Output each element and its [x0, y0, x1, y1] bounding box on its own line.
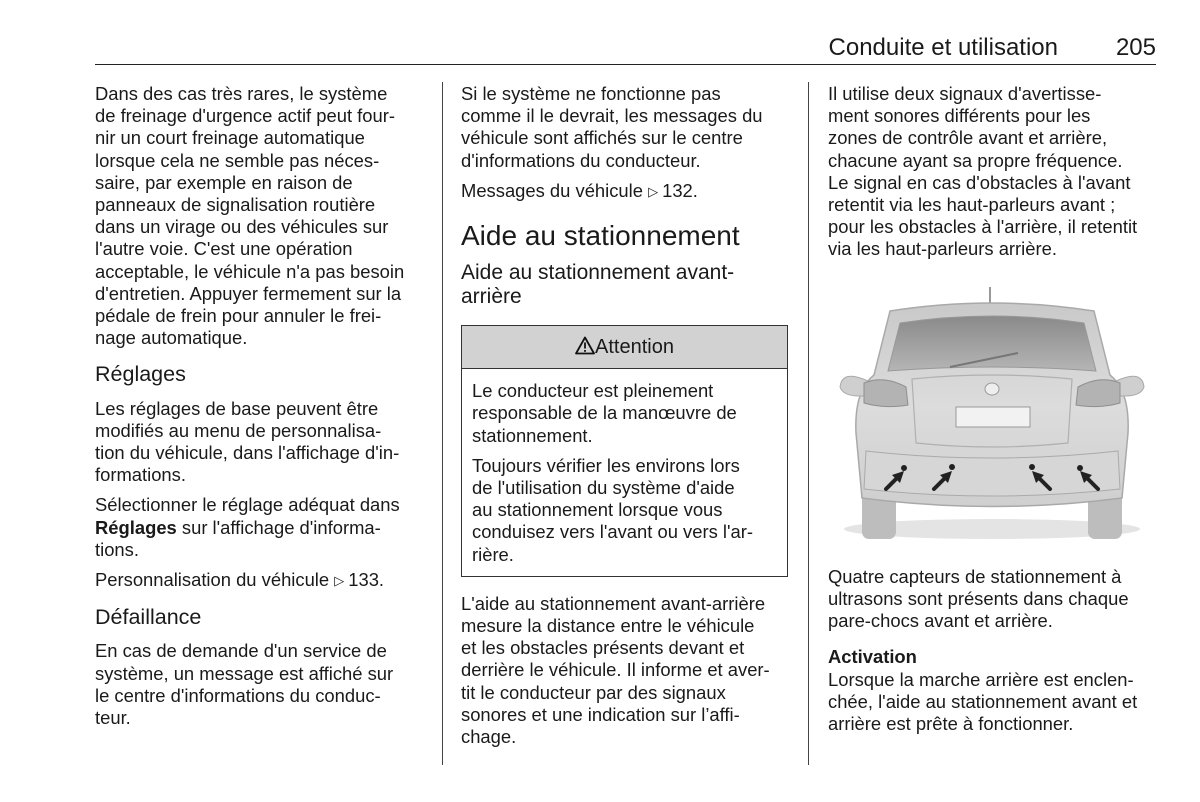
line: l'autre voie. C'est une opération: [95, 238, 353, 260]
line: d'entretien. Appuyer fermement sur la: [95, 282, 402, 304]
line: chée, l'aide au stationnement avant et: [828, 690, 1138, 712]
reference-text: Personnalisation du véhicule: [95, 569, 330, 591]
signals-paragraph: [828, 83, 1163, 261]
heading-reglages: Réglages: [95, 362, 186, 387]
line: Quatre capteurs de stationnement à: [828, 565, 1122, 587]
line: arrière est prête à fonctionner.: [828, 713, 1074, 735]
line: pédale de frein pour annuler le frei-: [95, 305, 382, 327]
line: tions.: [95, 538, 139, 560]
line: teur.: [95, 707, 131, 729]
warning-box: [461, 325, 788, 577]
warning-paragraph-1: [472, 380, 777, 447]
line: véhicule sont affichés sur le centre: [461, 127, 743, 149]
section-title: Aide au stationnement: [461, 220, 740, 252]
line: conduisez vers l'avant ou vers l'ar-: [472, 521, 753, 543]
malfunction-paragraph: [461, 83, 796, 172]
column-1: [95, 83, 430, 737]
line: stationnement.: [472, 424, 593, 446]
line: via les haut-parleurs arrière.: [828, 238, 1057, 260]
page-reference-link[interactable]: ▷ 132.: [648, 180, 698, 201]
line: Toujours vérifier les environs lors: [472, 454, 740, 476]
line: de l'utilisation du système d'aide: [472, 477, 735, 499]
line: système, un message est affiché sur: [95, 662, 394, 684]
line: ment sonores différents pour les: [828, 105, 1091, 127]
column-divider-2: [808, 82, 809, 765]
reference-text: Messages du véhicule: [461, 179, 643, 201]
line: Le conducteur est pleinement: [472, 380, 714, 402]
activation-paragraph: [828, 669, 1163, 736]
warning-triangle-icon: [575, 336, 595, 355]
line: chacune ayant sa propre fréquence.: [828, 149, 1123, 171]
line: Les réglages de base peuvent être: [95, 397, 379, 419]
line: pour les obstacles à l'arrière, il retentit: [828, 216, 1138, 238]
messages-reference[interactable]: [461, 180, 796, 203]
line: nir un court freinage automatique: [95, 127, 365, 149]
line: retentit via les haut-parleurs avant ;: [828, 194, 1116, 216]
line: pare-chocs avant et arrière.: [828, 610, 1053, 632]
sensors-paragraph: [828, 566, 1163, 633]
line: derrière le véhicule. Il informe et aver-: [461, 659, 770, 681]
line: L'aide au stationnement avant-arrière: [461, 592, 766, 614]
line: En cas de demande d'un service de: [95, 640, 387, 662]
line: sur l'affichage d'informa-: [176, 516, 381, 538]
line: modifiés au menu de personnalisa-: [95, 419, 382, 441]
heading-activation: Activation: [828, 646, 917, 668]
line: Lorsque la marche arrière est enclen-: [828, 668, 1134, 690]
line: d'informations du conducteur.: [461, 149, 701, 171]
line: acceptable, le véhicule n'a pas besoin: [95, 260, 405, 282]
defaillance-paragraph: [95, 640, 430, 729]
line: Sélectionner le réglage adéquat dans: [95, 494, 400, 516]
line: chage.: [461, 726, 517, 748]
warning-header: [462, 326, 787, 369]
line: Il utilise deux signaux d'avertisse-: [828, 83, 1102, 104]
page-reference-link[interactable]: ▷ 133.: [334, 569, 384, 590]
running-header-title: Conduite et utilisation: [828, 34, 1058, 61]
line: dans un virage ou des véhicules sur: [95, 216, 389, 238]
heading-defaillance: Défaillance: [95, 605, 202, 630]
line: tion du véhicule, dans l'affichage d'in-: [95, 442, 400, 464]
line: mesure la distance entre le véhicule: [461, 615, 755, 637]
column-3: [828, 83, 1163, 743]
line: lorsque cela ne semble pas néces-: [95, 149, 380, 171]
line: arrière: [461, 285, 522, 309]
page-number: 205: [1115, 34, 1156, 61]
line: comme il le devrait, les messages du: [461, 105, 763, 127]
line: zones de contrôle avant et arrière,: [828, 127, 1108, 149]
line: panneaux de signalisation routière: [95, 194, 376, 216]
line: au stationnement lorsque vous: [472, 499, 723, 521]
warning-body: [462, 369, 787, 576]
line: Dans des cas très rares, le système: [95, 83, 388, 104]
line: Le signal en cas d'obstacles à l'avant: [828, 171, 1131, 193]
reglages-paragraph-2: [95, 494, 430, 561]
warning-title: Attention: [595, 336, 674, 359]
column-divider-1: [442, 82, 443, 765]
line: tit le conducteur par des signaux: [461, 681, 726, 703]
line: le centre d'informations du conduc-: [95, 684, 381, 706]
intro-paragraph: [95, 83, 430, 349]
line: nage automatique.: [95, 327, 248, 349]
line: ultrasons sont présents dans chaque: [828, 588, 1129, 610]
line: responsable de la manœuvre de: [472, 402, 737, 424]
line: Si le système ne fonctionne pas: [461, 83, 721, 104]
line: formations.: [95, 464, 186, 486]
line: sonores et une indication sur l’affi-: [461, 703, 740, 725]
line: de freinage d'urgence actif peut four-: [95, 105, 395, 127]
warning-paragraph-2: [472, 455, 777, 566]
line: et les obstacles présents devant et: [461, 637, 745, 659]
reglages-paragraph-1: [95, 398, 430, 487]
subsection-title: [461, 261, 796, 309]
description-paragraph: [461, 593, 796, 748]
column-2: [461, 83, 796, 756]
line: saire, par exemple en raison de: [95, 171, 353, 193]
reglages-bold-term: Réglages: [95, 516, 177, 538]
car-rear-sensors-illustration: [828, 283, 1156, 545]
line: Aide au stationnement avant-: [461, 261, 735, 285]
personnalisation-reference[interactable]: [95, 569, 430, 592]
header-rule: [95, 64, 1156, 65]
line: rière.: [472, 543, 514, 565]
